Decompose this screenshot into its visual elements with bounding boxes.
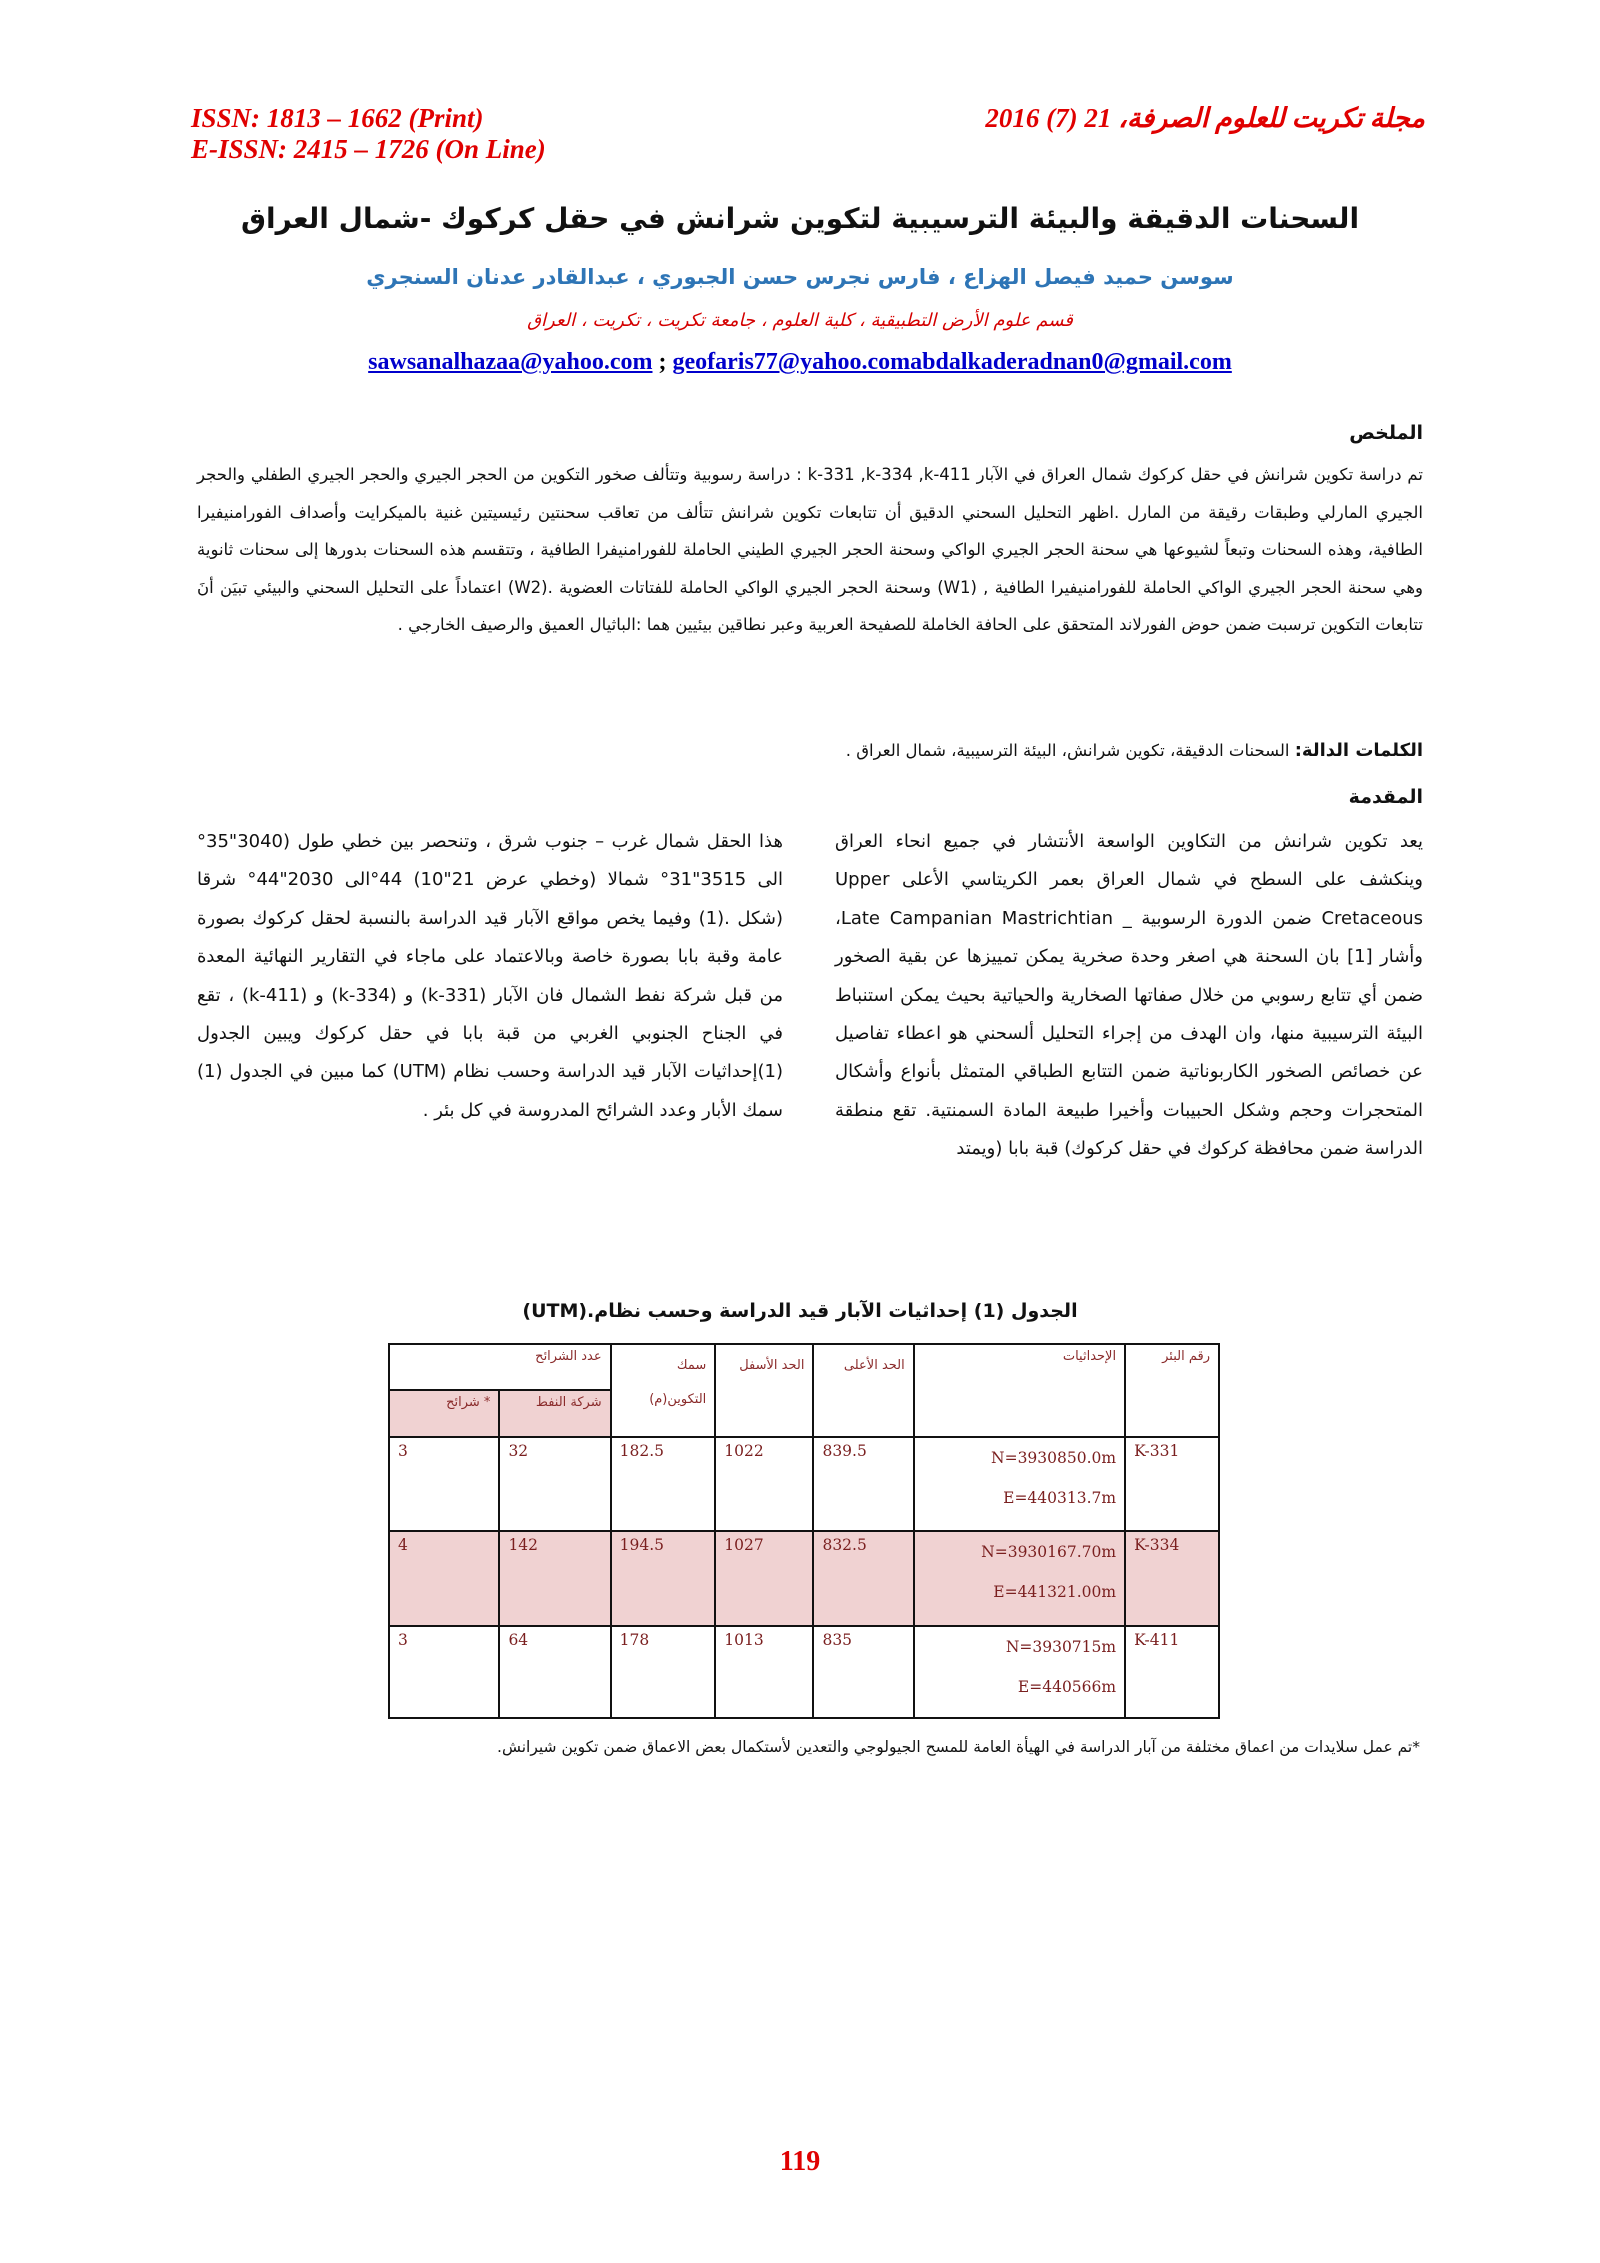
email-line [0, 349, 1600, 376]
cell-coordinates [914, 1626, 1125, 1718]
cell-upper: 839.5 [813, 1437, 913, 1531]
abstract-heading: الملخص [1349, 422, 1423, 444]
cell-extra: 3 [389, 1437, 499, 1531]
cell-east: E=441321.00m [993, 1583, 1117, 1601]
paper-title: السحنات الدقيقة والبيئة الترسيبية لتكوين شرانش في حقل كركوك -شمال العراق [240, 202, 1360, 235]
cell-company: 64 [499, 1626, 610, 1718]
cell-upper: 832.5 [813, 1531, 913, 1626]
cell-upper: 835 [813, 1626, 913, 1718]
cell-lower: 1022 [715, 1437, 813, 1531]
page-number: 119 [779, 2146, 821, 2177]
header-well: رقم البئر [1125, 1344, 1219, 1437]
table-row [389, 1626, 1219, 1718]
header-lower-limit: الحد الأسفل [715, 1344, 813, 1437]
table-footnote: *تم عمل سلايدات من اعماق مختلفة من آبار الدراسة في الهيأة العامة للمسح الجيولوجي والتعدين لأستكمال بعض الاعماق ضمن تكوين شيرانش. [497, 1738, 1420, 1756]
header-company: شركة النفط [499, 1390, 610, 1437]
keywords-label: الكلمات الدالة: [1294, 740, 1423, 761]
cell-well: K-334 [1125, 1531, 1219, 1626]
table-row [389, 1531, 1219, 1626]
journal-citation: مجلة تكريت للعلوم الصرفة، 21 (7) 2016 [985, 103, 1425, 133]
introduction-heading: المقدمة [1348, 786, 1423, 808]
cell-extra: 3 [389, 1626, 499, 1718]
table-row [389, 1437, 1219, 1531]
cell-company: 142 [499, 1531, 610, 1626]
header-extra-slides: * شرائح [389, 1390, 499, 1437]
affiliation: قسم علوم الأرض التطبيقية ، كلية العلوم ، جامعة تكريت ، تكريت ، العراق [527, 310, 1073, 331]
header-upper-limit: الحد الأعلى [813, 1344, 913, 1437]
email-link-2[interactable]: geofaris77@yahoo.comabdalkaderadnan0@gmail.com [672, 349, 1232, 375]
cell-well: K-411 [1125, 1626, 1219, 1718]
cell-east: E=440566m [1017, 1678, 1117, 1696]
header-coordinates: الإحداثيات [914, 1344, 1125, 1437]
cell-well: K-331 [1125, 1437, 1219, 1531]
keywords-text: السحنات الدقيقة، تكوين شرانش، البيئة الترسيبية، شمال العراق . [845, 741, 1290, 760]
cell-company: 32 [499, 1437, 610, 1531]
keywords [846, 740, 1423, 761]
cell-east: E=440313.7m [1003, 1489, 1117, 1507]
intro-right-column: يعد تكوين شرانش من التكاوين الواسعة الأنتشار في جميع انحاء العراق وينكشف على السطح في شمال العراق بعمر الكريتاسي الأعلى Upper Cretaceous ضمن الدورة الرسوبية _ Late Campanian Mastrichtian، وأشار [1] بان السحنة هي اصغر وحدة صخرية يمكن تمييزها عن بقية الصخور ضمن أي تتابع رسوبي من خلال صفاتها الصخارية والحياتية بحيث يمكن استنباط البيئة الترسيبية منها، وان الهدف من إجراء التحليل ألسحني هو اعطاء تفاصيل عن خصائص الصخور الكاربوناتية ضمن التتابع الطباقي المتمثل بأنواع وأشكال المتحجرات وحجم وشكل الحبيبات وأخيرا طبيعة المادة السمنتية. تقع منطقة الدراسة ضمن محافظة كركوك في حقل كركوك) قبة بابا (ويمتد [835, 831, 1423, 1160]
issn-print: ISSN: 1813 – 1662 (Print) [191, 103, 484, 133]
cell-extra: 4 [389, 1531, 499, 1626]
cell-lower: 1027 [715, 1531, 813, 1626]
wells-table [388, 1343, 1220, 1719]
cell-coordinates [914, 1437, 1125, 1531]
email-separator: ; [658, 349, 667, 375]
cell-thickness: 194.5 [611, 1531, 716, 1626]
cell-north: N=3930850.0m [991, 1449, 1117, 1467]
header-slides: عدد الشرائح [389, 1344, 611, 1390]
table-caption: الجدول (1) إحداثيات الآبار قيد الدراسة وحسب نظام.(UTM) [522, 1300, 1078, 1322]
issn-online: E-ISSN: 2415 – 1726 (On Line) [191, 134, 546, 164]
cell-thickness: 178 [611, 1626, 716, 1718]
abstract-text: تم دراسة تكوين شرانش في حقل كركوك شمال العراق في الآبار k-331 ,k-334 ,k-411 : دراسة رسوبية وتتألف صخور التكوين من الحجر الجيري والحجر الجيري الطفلي والحجر الجيري المارلي وطبقات رقيقة من المارل .اظهر التحليل السحني الدقيق أن تتابعات تكوين شرانش تتألف من تعاقب سحنتين رئيسيتين غنية بالميكرايت وأصداف الفورامنيفيرا الطافية، وهذه السحنات وتبعاً لشيوعها هي سحنة الحجر الجيري الواكي وسحنة الحجر الجيري الطيني الحاملة للفورامنيفرا الطافية ، وتتقسم هذه السحنات بدورها إلى سحنات ثانوية وهي سحنة الحجر الجيري الواكي الحاملة للفورامنيفيرا الطافية , (W1) وسحنة الحجر الجيري الواكي الحاملة للفتاتات العضوية .(W2) اعتماداً على التحليل السحني والبيئي تبيَن أنَ تتابعات التكوين ترسبت ضمن حوض الفورلاند المتحقق على الحافة الخاملة للصفيحة العربية وعبر نطاقين بيئيين هما :الباثيال العميق والرصيف الخارجي . [197, 465, 1424, 634]
cell-north: N=3930167.70m [981, 1543, 1117, 1561]
cell-thickness: 182.5 [611, 1437, 716, 1531]
header-thickness: سمك التكوين(م) [611, 1344, 716, 1437]
cell-north: N=3930715m [1005, 1638, 1117, 1656]
cell-lower: 1013 [715, 1626, 813, 1718]
email-link-1[interactable]: sawsanalhazaa@yahoo.com [368, 349, 653, 375]
cell-coordinates [914, 1531, 1125, 1626]
author-list: سوسن حميد فيصل الهزاع ، فارس نجرس حسن الجبوري ، عبدالقادر عدنان السنجري [366, 265, 1234, 289]
intro-left-column: هذا الحقل شمال غرب – جنوب شرق ، وتنحصر بين خطي طول (3040"35° الى 3515"31° شمالا (وخطي عرض 21"10) 44°الى 2030"44° شرقا (شكل .(1) وفيما يخص مواقع الآبار قيد الدراسة بالنسبة لحقل كركوك بصورة عامة وقبة بابا بصورة خاصة وبالاعتماد على ماجاء في التقارير النهائية المعدة من قبل شركة نفط الشمال فان الآبار (k-331) و (k-334) و (k-411) ، تقع في الجناح الجنوبي الغربي من قبة بابا في حقل كركوك ويبين الجدول (1)إحداثيات الآبار قيد الدراسة وحسب نظام (UTM) كما مبين في الجدول (1) سمك الأبار وعدد الشرائح المدروسة في كل بئر . [197, 831, 783, 1121]
